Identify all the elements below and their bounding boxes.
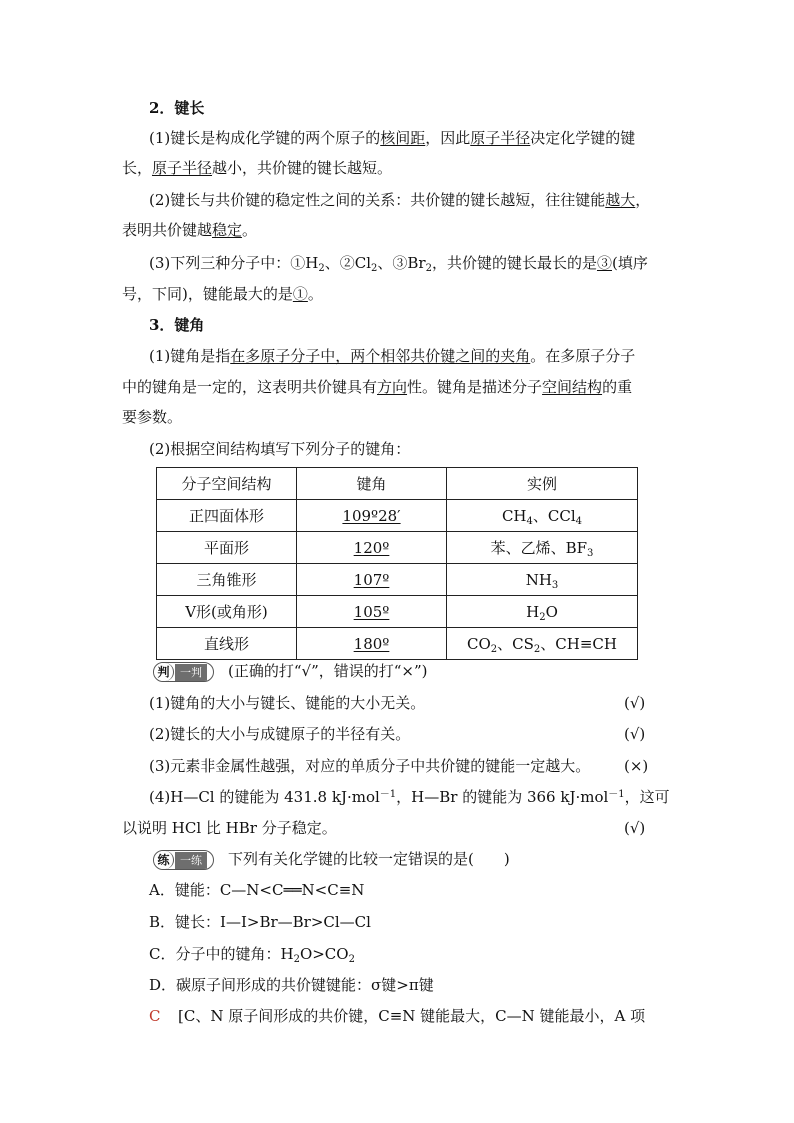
paragraph-bond-angle-2: (2)根据空间结构填写下列分子的键角：: [149, 440, 411, 458]
paragraph-bond-length-2-cont: 表明共价键越稳定。: [122, 221, 258, 239]
bond-angle-table: [156, 467, 638, 660]
judge-mark-2: (√): [624, 725, 646, 743]
table-header: 键角: [297, 468, 447, 500]
judge-mark-3: (×): [624, 757, 649, 775]
table-row: [157, 596, 638, 628]
judge-mark-4: (√): [624, 819, 646, 837]
paragraph-bond-length-3: (3)下列三种分子中：$①H_2$、$②Cl_2$、$③Br_2$，共价键的键长最长的是③(填序: [149, 254, 648, 274]
paragraph-bond-length-1: (1)键长是构成化学键的两个原子的核间距，因此原子半径决定化学键的键: [149, 129, 636, 147]
judge-instruction: (正确的打“√”，错误的打“×”): [228, 662, 428, 680]
table-cell-example: $CH_4$、CCl$_4$: [447, 500, 638, 532]
table-row: [157, 628, 638, 660]
blank-answer: 稳定: [212, 221, 243, 239]
option-a: A．键能：C—N<C══N<C≡N: [149, 881, 365, 899]
blank-answer: 空间结构: [542, 378, 603, 396]
judge-item-4-cont: 以说明 HCl 比 HBr 分子稳定。: [122, 819, 337, 837]
table-cell-angle: 109º28′: [297, 500, 447, 532]
table-cell-shape: 正四面体形: [157, 500, 297, 532]
paragraph-bond-length-1-cont: 长，原子半径越小，共价键的键长越短。: [122, 159, 393, 177]
table-cell-example: 苯、乙烯、$BF_3$: [447, 532, 638, 564]
table-row: [157, 564, 638, 596]
section-heading-bond-angle: 3．键角: [149, 316, 205, 334]
blank-answer: 越大: [605, 191, 636, 209]
blank-answer: ③: [596, 254, 612, 272]
table-cell-example: $NH_3$: [447, 564, 638, 596]
paragraph-bond-angle-1-cont: 中的键角是一定的，这表明共价键具有方向性。键角是描述分子空间结构的重: [122, 378, 633, 396]
table-header-row: [157, 468, 638, 500]
judge-mark-1: (√): [624, 694, 646, 712]
judge-item-1: (1)键角的大小与键长、键能的大小无关。: [149, 694, 426, 712]
paragraph-bond-angle-1-end: 要参数。: [122, 408, 183, 426]
table-cell-shape: 三角锥形: [157, 564, 297, 596]
judge-item-3: (3)元素非金属性越强，对应的单质分子中共价键的键能一定越大。: [149, 757, 591, 775]
paragraph-bond-length-3-cont: 号，下同)，键能最大的是①。: [122, 285, 323, 303]
blank-answer: 原子半径: [152, 159, 213, 177]
table-cell-shape: V形(或角形): [157, 596, 297, 628]
answer-explanation: [C、N 原子间形成的共价键，C≡N 键能最大，C—N 键能最小，A 项: [178, 1007, 646, 1025]
blank-answer: 方向: [377, 378, 408, 396]
table-row: [157, 532, 638, 564]
table-cell-example: $CO_2$、$CS_2$、CH≡CH: [447, 628, 638, 660]
paragraph-bond-length-2: (2)键长与共价键的稳定性之间的关系：共价键的键长越短，往往键能越大，: [149, 191, 651, 209]
practice-tag-badge: 练 一练: [153, 850, 214, 870]
table-header: 实例: [447, 468, 638, 500]
judge-item-4: (4)H—Cl 的键能为 431.8 kJ·mol$^{-1}$，H—Br 的键能为 366 kJ·mol$^{-1}$，这可: [149, 788, 670, 806]
blank-answer: ①: [292, 285, 308, 303]
table-cell-angle: 107º: [297, 564, 447, 596]
judge-item-2: (2)键长的大小与成键原子的半径有关。: [149, 725, 411, 743]
blank-answer: 原子半径: [470, 129, 531, 147]
judge-tag-badge: 判 一判: [153, 662, 214, 682]
table-cell-angle: 120º: [297, 532, 447, 564]
table-header: 分子空间结构: [157, 468, 297, 500]
paragraph-bond-angle-1: (1)键角是指在多原子分子中，两个相邻共价键之间的夹角。在多原子分子: [149, 347, 636, 365]
table-cell-angle: 180º: [297, 628, 447, 660]
option-c: C．分子中的键角：$H_2O>CO_2$: [149, 945, 355, 965]
table-cell-example: $H_2O$: [447, 596, 638, 628]
table-row: [157, 500, 638, 532]
practice-question: 下列有关化学键的比较一定错误的是( ): [228, 850, 510, 868]
table-cell-shape: 平面形: [157, 532, 297, 564]
section-heading-bond-length: 2．键长: [149, 99, 205, 117]
option-b: B．键长：I—I>Br—Br>Cl—Cl: [149, 913, 371, 931]
option-d: D．碳原子间形成的共价键键能：σ键>π键: [149, 976, 434, 994]
table-cell-angle: 105º: [297, 596, 447, 628]
answer-letter: C: [149, 1007, 161, 1025]
blank-answer: 在多原子分子中，两个相邻共价键之间的夹角: [230, 347, 531, 365]
table-cell-shape: 直线形: [157, 628, 297, 660]
blank-answer: 核间距: [380, 129, 426, 147]
